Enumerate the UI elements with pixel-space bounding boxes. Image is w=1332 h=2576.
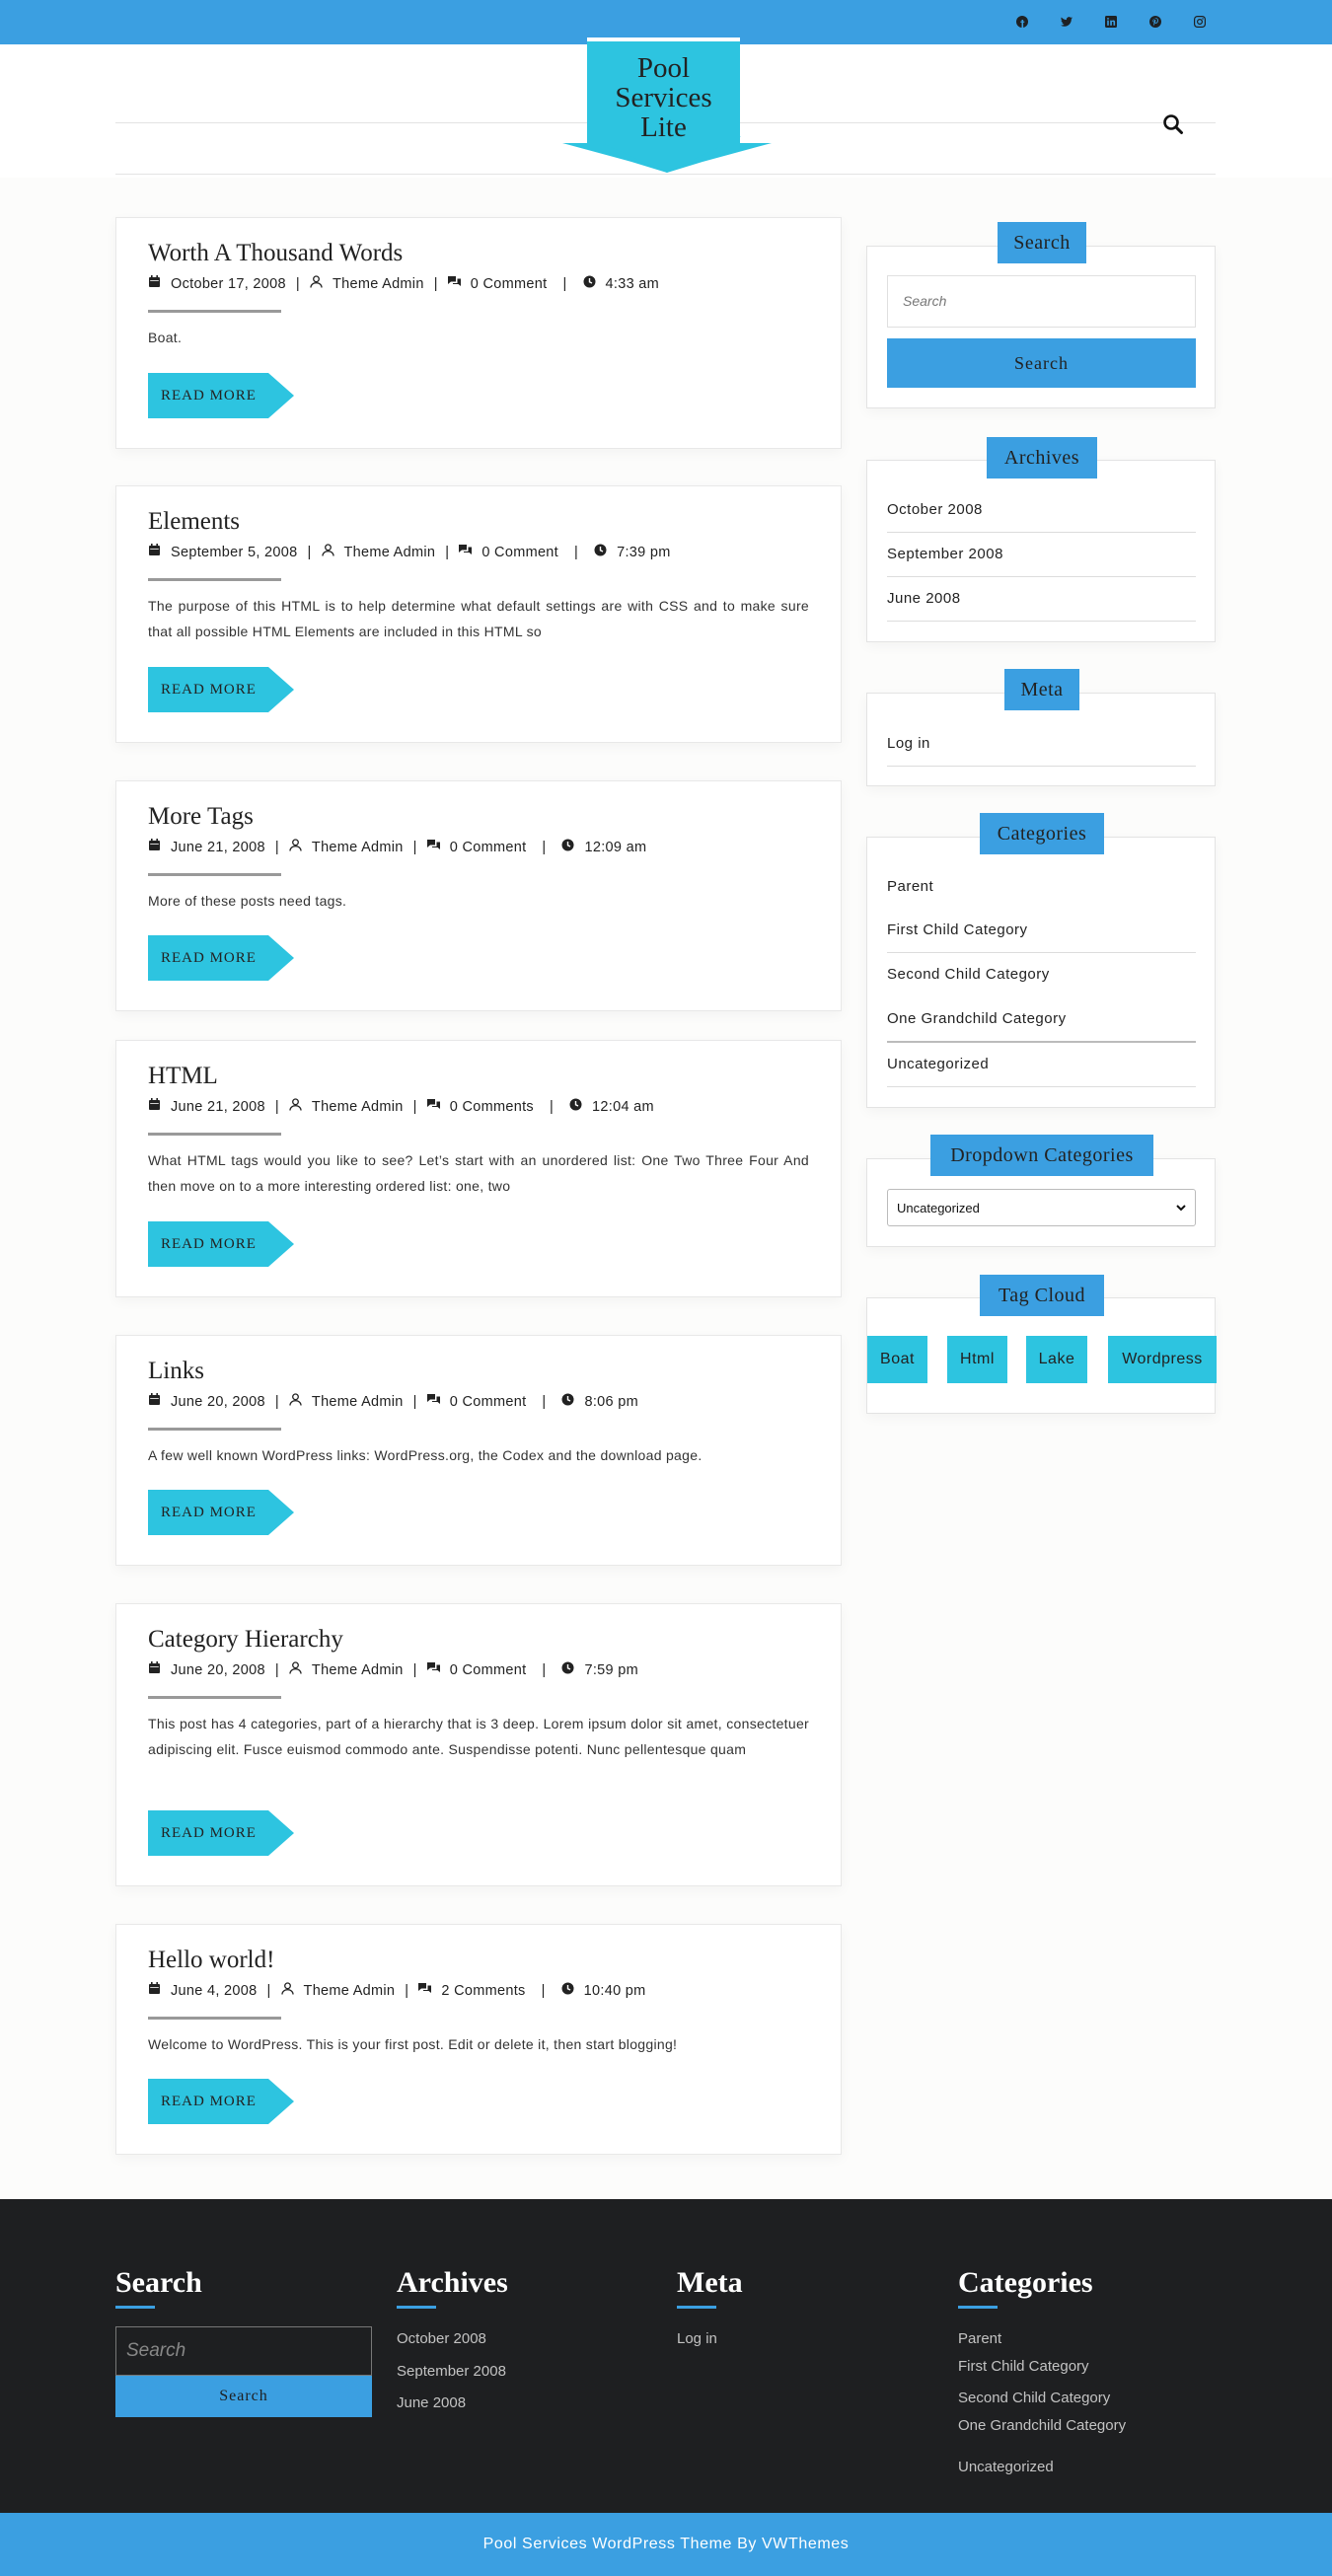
footer-category-link[interactable]: Uncategorized — [958, 2459, 1054, 2475]
meta-separator: | — [542, 1661, 547, 1678]
post-author-text: Theme Admin — [303, 1982, 396, 1999]
calendar-icon — [148, 1661, 171, 1678]
linkedin-icon[interactable] — [1102, 13, 1120, 31]
post-comments[interactable] — [418, 1982, 525, 1999]
post-comments-text: 2 Comments — [441, 1982, 526, 1999]
post-excerpt: A few well known WordPress links: WordPress.org, the Codex and the download page. — [148, 1447, 703, 1463]
read-more-label: READ MORE — [161, 682, 257, 698]
meta-separator: | — [307, 544, 312, 560]
footer-search-button[interactable]: Search — [115, 2376, 372, 2417]
post-date[interactable] — [148, 839, 265, 855]
site-title-line: Lite — [640, 111, 687, 143]
post-date[interactable] — [148, 1661, 265, 1678]
clock-icon — [569, 1098, 592, 1115]
post-meta — [148, 1393, 638, 1410]
post-comments-text: 0 Comments — [449, 1098, 534, 1115]
calendar-icon — [148, 1098, 171, 1115]
post-author[interactable] — [310, 275, 424, 292]
meta-separator: | — [274, 1098, 279, 1115]
comments-icon — [459, 544, 481, 560]
clock-icon — [561, 1661, 584, 1678]
meta-separator: | — [274, 1661, 279, 1678]
meta-widget — [866, 679, 1216, 786]
list-divider — [887, 1041, 1196, 1043]
pinterest-icon[interactable] — [1147, 13, 1164, 31]
post-excerpt: The purpose of this HTML is to help determine what default settings are with CSS and to make sure that all possible HTML Elements are included in this HTML so — [148, 598, 809, 639]
list-divider — [887, 621, 1196, 622]
post-author-text: Theme Admin — [343, 544, 436, 560]
read-more-label: READ MORE — [161, 1505, 257, 1520]
category-link[interactable]: First Child Category — [887, 921, 1028, 938]
post-time — [594, 544, 671, 560]
footer-archive-link[interactable]: September 2008 — [397, 2363, 506, 2380]
post-comments[interactable] — [427, 839, 527, 855]
post-date-text: September 5, 2008 — [171, 544, 298, 560]
post-card — [115, 780, 842, 1011]
post-meta — [148, 1982, 646, 1999]
read-more-label: READ MORE — [161, 388, 257, 404]
post-title[interactable]: Links — [148, 1358, 204, 1384]
tag-link[interactable]: Html — [947, 1336, 1007, 1383]
post-title[interactable]: HTML — [148, 1063, 218, 1089]
comments-icon — [427, 1393, 450, 1410]
site-title-line: Services — [615, 82, 712, 113]
post-time — [561, 1661, 638, 1678]
post-time-text: 8:06 pm — [584, 1393, 638, 1410]
post-date[interactable] — [148, 1098, 265, 1115]
search-button[interactable]: Search — [887, 338, 1196, 388]
post-author-text: Theme Admin — [311, 839, 404, 855]
read-more-label: READ MORE — [161, 1236, 257, 1252]
widget-title: Meta — [1004, 669, 1079, 710]
clock-icon — [594, 544, 617, 560]
title-underline — [148, 1133, 281, 1136]
post-date-text: June 21, 2008 — [171, 1098, 265, 1115]
clock-icon — [561, 1982, 584, 1999]
post-meta — [148, 275, 659, 292]
post-excerpt: Boat. — [148, 330, 183, 345]
tag-link[interactable]: Boat — [867, 1336, 927, 1383]
post-excerpt: More of these posts need tags. — [148, 893, 347, 909]
post-time-text: 4:33 am — [605, 275, 660, 292]
post-title[interactable]: Worth A Thousand Words — [148, 240, 404, 266]
title-underline — [148, 2017, 281, 2020]
user-icon — [289, 839, 312, 855]
post-author-text: Theme Admin — [311, 1393, 404, 1410]
post-date[interactable] — [148, 275, 286, 292]
clock-icon — [561, 1393, 584, 1410]
read-more-button[interactable] — [148, 667, 294, 712]
widget-title: Search — [998, 222, 1086, 263]
post-date-text: June 20, 2008 — [171, 1661, 265, 1678]
calendar-icon — [148, 544, 171, 560]
calendar-icon — [148, 839, 171, 855]
dropdown-categories-widget — [866, 1144, 1216, 1247]
post-card — [115, 217, 842, 449]
post-comments[interactable] — [427, 1661, 527, 1678]
post-excerpt: This post has 4 categories, part of a hierarchy that is 3 deep. Lorem ipsum dolor sit amet, consectetuer adipiscing elit. Fusce euismod commodo ante. Suspendisse potenti. Nunc pellentesque quam — [148, 1716, 809, 1757]
archive-link[interactable]: June 2008 — [887, 590, 961, 607]
meta-separator: | — [562, 275, 567, 292]
post-time-text: 12:09 am — [584, 839, 647, 855]
meta-separator: | — [574, 544, 579, 560]
list-divider — [887, 532, 1196, 533]
post-author[interactable] — [289, 1098, 404, 1115]
title-underline — [115, 2306, 155, 2309]
archive-link[interactable]: October 2008 — [887, 501, 983, 518]
post-meta — [148, 1661, 638, 1678]
post-author[interactable] — [322, 544, 436, 560]
post-time-text: 7:59 pm — [584, 1661, 638, 1678]
meta-separator: | — [405, 1982, 409, 1999]
title-underline — [677, 2306, 716, 2309]
title-underline — [148, 1428, 281, 1431]
read-more-button[interactable] — [148, 935, 294, 981]
tag-cloud-widget — [866, 1285, 1216, 1414]
post-author[interactable] — [289, 1661, 404, 1678]
tag-link[interactable]: Lake — [1026, 1336, 1087, 1383]
post-comments[interactable] — [459, 544, 558, 560]
category-link[interactable]: Uncategorized — [887, 1056, 990, 1072]
facebook-icon[interactable] — [1013, 13, 1031, 31]
meta-separator: | — [266, 1982, 271, 1999]
footer-search-input[interactable]: Search — [115, 2326, 372, 2376]
post-date-text: June 21, 2008 — [171, 839, 265, 855]
comments-icon — [427, 1661, 450, 1678]
tag-link[interactable]: Wordpress — [1108, 1336, 1217, 1383]
calendar-icon — [148, 1982, 171, 1999]
post-date[interactable] — [148, 1393, 265, 1410]
footer-login-link[interactable]: Log in — [677, 2330, 717, 2347]
category-link[interactable]: One Grandchild Category — [887, 1010, 1067, 1027]
post-card — [115, 1603, 842, 1886]
post-card — [115, 485, 842, 743]
select-value: Uncategorized — [897, 1201, 980, 1215]
post-title[interactable]: More Tags — [148, 803, 254, 830]
post-date-text: October 17, 2008 — [171, 275, 286, 292]
post-time-text: 10:40 pm — [583, 1982, 646, 1999]
post-time — [561, 1393, 638, 1410]
post-time — [583, 275, 660, 292]
widget-title: Categories — [980, 813, 1104, 854]
post-date-text: June 20, 2008 — [171, 1393, 265, 1410]
read-more-button[interactable] — [148, 1221, 294, 1267]
post-comments[interactable] — [427, 1393, 527, 1410]
site-footer — [0, 2199, 1332, 2513]
title-underline — [148, 1696, 281, 1699]
list-divider — [887, 1086, 1196, 1087]
chevron-down-icon — [1175, 1202, 1187, 1214]
user-icon — [289, 1098, 312, 1115]
comments-icon — [448, 275, 471, 292]
meta-separator: | — [412, 839, 417, 855]
search-icon[interactable] — [1162, 113, 1184, 135]
post-author-text: Theme Admin — [311, 1098, 404, 1115]
post-time — [561, 839, 646, 855]
read-more-button[interactable] — [148, 2079, 294, 2124]
login-link[interactable]: Log in — [887, 735, 930, 752]
post-author-text: Theme Admin — [311, 1661, 404, 1678]
post-excerpt: Welcome to WordPress. This is your first post. Edit or delete it, then start blogging! — [148, 2036, 678, 2052]
footer-categories-title: Categories — [958, 2266, 1093, 2299]
meta-separator: | — [542, 839, 547, 855]
archive-link[interactable]: September 2008 — [887, 546, 1003, 562]
post-title[interactable]: Hello world! — [148, 1947, 275, 1973]
post-card — [115, 1335, 842, 1566]
footer-archives-title: Archives — [397, 2266, 508, 2299]
user-icon — [289, 1661, 312, 1678]
meta-separator: | — [295, 275, 300, 292]
post-meta — [148, 839, 646, 855]
post-card — [115, 1924, 842, 2155]
post-title[interactable]: Elements — [148, 508, 241, 535]
meta-separator: | — [412, 1098, 417, 1115]
meta-separator: | — [412, 1661, 417, 1678]
post-meta — [148, 1098, 654, 1115]
site-title-line: Pool — [636, 52, 691, 84]
calendar-icon — [148, 1393, 171, 1410]
comments-icon — [418, 1982, 441, 1999]
post-time-text: 7:39 pm — [617, 544, 671, 560]
clock-icon — [561, 839, 584, 855]
user-icon — [310, 275, 333, 292]
read-more-label: READ MORE — [161, 2094, 257, 2109]
clock-icon — [583, 275, 606, 292]
calendar-icon — [148, 275, 171, 292]
meta-separator: | — [445, 544, 450, 560]
post-author[interactable] — [281, 1982, 396, 1999]
post-excerpt: What HTML tags would you like to see? Let’s start with an unordered list: One Two Three Four And then move on to a more interesting ordered list: one, two — [148, 1152, 809, 1194]
instagram-icon[interactable] — [1191, 13, 1209, 31]
title-underline — [958, 2306, 998, 2309]
title-underline — [148, 578, 281, 581]
post-comments[interactable] — [427, 1098, 534, 1115]
category-link[interactable]: Second Child Category — [887, 966, 1050, 983]
post-author-text: Theme Admin — [332, 275, 424, 292]
post-meta — [148, 544, 671, 560]
twitter-icon[interactable] — [1058, 13, 1075, 31]
list-divider — [887, 952, 1196, 953]
meta-separator: | — [412, 1393, 417, 1410]
footer-category-link[interactable]: First Child Category — [958, 2358, 1089, 2375]
post-time — [561, 1982, 646, 1999]
post-comments-text: 0 Comment — [481, 544, 559, 560]
widget-title: Tag Cloud — [980, 1275, 1104, 1316]
footer-meta-title: Meta — [677, 2266, 743, 2299]
site-title[interactable] — [587, 37, 740, 144]
footer-search-title: Search — [115, 2266, 202, 2299]
post-time — [569, 1098, 654, 1115]
post-date-text: June 4, 2008 — [171, 1982, 258, 1999]
category-link[interactable]: Parent — [887, 878, 934, 895]
post-author[interactable] — [289, 1393, 404, 1410]
search-input[interactable]: Search — [887, 275, 1196, 328]
read-more-label: READ MORE — [161, 1825, 257, 1841]
title-underline — [397, 2306, 436, 2309]
user-icon — [281, 1982, 304, 1999]
comments-icon — [427, 839, 450, 855]
post-date[interactable] — [148, 544, 297, 560]
meta-separator: | — [542, 1393, 547, 1410]
search-widget — [866, 232, 1216, 408]
read-more-button[interactable] — [148, 373, 294, 418]
post-comments-text: 0 Comment — [449, 1661, 527, 1678]
user-icon — [322, 544, 344, 560]
post-card — [115, 1040, 842, 1297]
footer-category-link[interactable]: Parent — [958, 2330, 1002, 2347]
title-underline — [148, 310, 281, 313]
widget-title: Archives — [987, 437, 1097, 478]
post-time-text: 12:04 am — [592, 1098, 654, 1115]
post-date[interactable] — [148, 1982, 257, 1999]
post-comments[interactable] — [448, 275, 548, 292]
site-logo[interactable] — [562, 37, 772, 173]
list-divider — [887, 576, 1196, 577]
read-more-label: READ MORE — [161, 950, 257, 966]
post-author[interactable] — [289, 839, 404, 855]
title-underline — [148, 873, 281, 876]
meta-separator: | — [433, 275, 438, 292]
footer-category-link[interactable]: One Grandchild Category — [958, 2417, 1127, 2434]
archives-widget — [866, 447, 1216, 642]
footer-category-link[interactable]: Second Child Category — [958, 2390, 1111, 2406]
user-icon — [289, 1393, 312, 1410]
post-comments-text: 0 Comment — [449, 839, 527, 855]
meta-separator: | — [274, 1393, 279, 1410]
list-divider — [887, 766, 1196, 767]
read-more-button[interactable] — [148, 1810, 294, 1856]
post-comments-text: 0 Comment — [470, 275, 548, 292]
footer-archive-link[interactable]: October 2008 — [397, 2330, 486, 2347]
post-title[interactable]: Category Hierarchy — [148, 1626, 343, 1653]
category-select[interactable] — [887, 1189, 1196, 1226]
meta-separator: | — [541, 1982, 546, 1999]
post-comments-text: 0 Comment — [449, 1393, 527, 1410]
categories-widget — [866, 823, 1216, 1108]
widget-title: Dropdown Categories — [930, 1135, 1153, 1176]
comments-icon — [427, 1098, 450, 1115]
read-more-button[interactable] — [148, 1490, 294, 1535]
meta-separator: | — [549, 1098, 555, 1115]
copyright: Pool Services WordPress Theme By VWThemes — [0, 2513, 1332, 2576]
meta-separator: | — [274, 839, 279, 855]
footer-archive-link[interactable]: June 2008 — [397, 2394, 467, 2411]
nav-divider — [115, 174, 1216, 175]
